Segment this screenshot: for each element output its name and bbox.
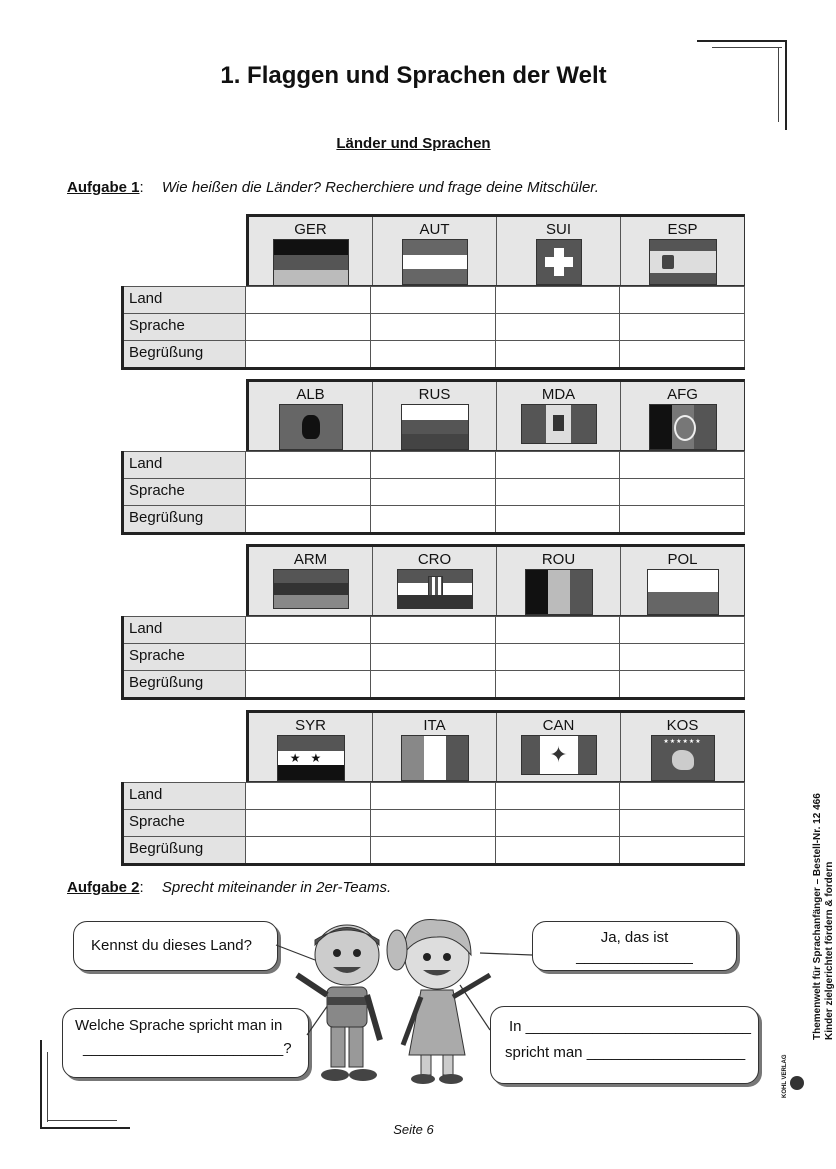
header-cell bbox=[497, 382, 621, 450]
row-label-sprache: Sprache bbox=[124, 810, 246, 836]
header-cell bbox=[621, 547, 744, 615]
country-code: AFG bbox=[667, 386, 698, 403]
country-code: SUI bbox=[545, 221, 571, 238]
flag-afghanistan-icon bbox=[649, 404, 717, 450]
task-2-label: Aufgabe 2 bbox=[67, 879, 140, 896]
corner-line bbox=[47, 1052, 48, 1122]
flag-romania-icon bbox=[525, 569, 593, 615]
answer-cell[interactable] bbox=[620, 810, 745, 836]
answer-cell[interactable] bbox=[496, 479, 621, 505]
header-cell bbox=[249, 382, 373, 450]
flag-poland-icon bbox=[647, 569, 719, 615]
answer-cell[interactable] bbox=[246, 452, 371, 478]
speech-bubble-question-1 bbox=[73, 921, 278, 971]
speech-bubble-question-2 bbox=[62, 1008, 309, 1078]
header-cell bbox=[373, 382, 497, 450]
answer-cell[interactable] bbox=[246, 783, 371, 809]
flag-canada-icon: ✦ bbox=[521, 735, 597, 775]
header-cell bbox=[621, 217, 744, 285]
answer-cell[interactable] bbox=[496, 314, 621, 340]
header-cell bbox=[621, 382, 744, 450]
flag-switzerland-icon bbox=[536, 239, 582, 285]
header-cell bbox=[249, 547, 373, 615]
answer-cell[interactable] bbox=[620, 479, 745, 505]
country-code: CRO bbox=[417, 551, 452, 568]
answer-cell[interactable] bbox=[246, 837, 371, 863]
bubble-text: Ja, das ist bbox=[600, 929, 669, 946]
answer-cell[interactable] bbox=[246, 314, 371, 340]
answer-cell[interactable] bbox=[246, 810, 371, 836]
task-1: Aufgabe 1: Wie heißen die Länder? Recherchiere und frage deine Mitschüler. bbox=[67, 179, 599, 196]
answer-cell[interactable] bbox=[371, 341, 496, 367]
answer-cell[interactable] bbox=[620, 314, 745, 340]
bubble-text: In ___________________________ bbox=[509, 1018, 751, 1035]
speech-bubble-answer-2 bbox=[490, 1006, 759, 1084]
task-2: Aufgabe 2: Sprecht miteinander in 2er-Teams. bbox=[67, 879, 392, 896]
country-code: ESP bbox=[667, 221, 698, 238]
answer-cell[interactable] bbox=[620, 617, 745, 643]
flag-table-3 bbox=[121, 544, 745, 701]
flag-table-2 bbox=[121, 379, 745, 536]
answer-cell[interactable] bbox=[246, 479, 371, 505]
country-code: POL bbox=[667, 551, 698, 568]
country-code: ITA bbox=[423, 717, 446, 734]
country-code: GER bbox=[294, 221, 327, 238]
answer-cell[interactable] bbox=[371, 837, 496, 863]
header-cell bbox=[497, 547, 621, 615]
header-cell bbox=[249, 713, 373, 781]
flag-kosovo-icon: ★★★★★★ bbox=[651, 735, 715, 781]
flag-moldova-icon bbox=[521, 404, 597, 444]
publisher-name: KOHL VERLAG bbox=[782, 1054, 788, 1098]
header-cell bbox=[373, 547, 497, 615]
corner-line bbox=[47, 1120, 117, 1121]
answer-cell[interactable] bbox=[496, 287, 621, 313]
answer-cell[interactable] bbox=[620, 287, 745, 313]
answer-cell[interactable] bbox=[246, 671, 371, 697]
publisher-logo bbox=[778, 1054, 816, 1100]
answer-cell[interactable] bbox=[371, 783, 496, 809]
answer-cell[interactable] bbox=[496, 452, 621, 478]
row-label-sprache: Sprache bbox=[124, 479, 246, 505]
corner-line bbox=[712, 47, 782, 48]
row-label-land: Land bbox=[124, 287, 246, 313]
country-code: ALB bbox=[296, 386, 325, 403]
country-code: ROU bbox=[541, 551, 576, 568]
side-text: Themenwelt für Sprachanfänger – Bestell-Nr. 12 466 bbox=[812, 793, 823, 1040]
answer-cell[interactable] bbox=[371, 644, 496, 670]
blank-line: ________________________? bbox=[83, 1040, 292, 1057]
answer-cell[interactable] bbox=[371, 506, 496, 532]
task-2-text: Sprecht miteinander in 2er-Teams. bbox=[161, 879, 392, 896]
corner-line bbox=[40, 1040, 42, 1129]
header-cell bbox=[373, 713, 497, 781]
flag-austria-icon bbox=[402, 239, 468, 285]
answer-cell[interactable] bbox=[371, 671, 496, 697]
header-cell bbox=[497, 713, 621, 781]
answer-cell[interactable] bbox=[620, 837, 745, 863]
answer-cell[interactable] bbox=[246, 617, 371, 643]
page-title: 1. Flaggen und Sprachen der Welt bbox=[220, 62, 607, 89]
answer-cell[interactable] bbox=[246, 341, 371, 367]
answer-cell[interactable] bbox=[620, 506, 745, 532]
blank-line: ______________ bbox=[576, 948, 693, 965]
section-subtitle: Länder und Sprachen bbox=[336, 135, 491, 152]
answer-cell[interactable] bbox=[246, 506, 371, 532]
answer-cell[interactable] bbox=[496, 671, 621, 697]
answer-cell[interactable] bbox=[496, 837, 621, 863]
answer-cell[interactable] bbox=[620, 341, 745, 367]
answer-cell[interactable] bbox=[371, 314, 496, 340]
answer-cell[interactable] bbox=[246, 287, 371, 313]
flag-spain-icon bbox=[649, 239, 717, 285]
flag-italy-icon bbox=[401, 735, 469, 781]
row-label-land: Land bbox=[124, 617, 246, 643]
answer-cell[interactable] bbox=[620, 783, 745, 809]
flag-syria-icon: ★★ bbox=[277, 735, 345, 781]
header-cell bbox=[373, 217, 497, 285]
row-label-begruessung: Begrüßung bbox=[124, 506, 246, 532]
country-code: ARM bbox=[293, 551, 328, 568]
answer-cell[interactable] bbox=[496, 783, 621, 809]
answer-cell[interactable] bbox=[496, 810, 621, 836]
header-cell bbox=[497, 217, 621, 285]
row-label-begruessung: Begrüßung bbox=[124, 837, 246, 863]
bubble-text: Welche Sprache spricht man in bbox=[75, 1017, 283, 1034]
answer-cell[interactable] bbox=[371, 617, 496, 643]
children-illustration bbox=[285, 915, 505, 1090]
country-code: RUS bbox=[418, 386, 451, 403]
country-code: MDA bbox=[541, 386, 576, 403]
answer-cell[interactable] bbox=[246, 644, 371, 670]
speech-bubble-answer-1 bbox=[532, 921, 737, 971]
row-label-sprache: Sprache bbox=[124, 644, 246, 670]
row-label-land: Land bbox=[124, 452, 246, 478]
answer-cell[interactable] bbox=[371, 287, 496, 313]
header-cell bbox=[621, 713, 744, 781]
row-label-sprache: Sprache bbox=[124, 314, 246, 340]
row-label-begruessung: Begrüßung bbox=[124, 341, 246, 367]
bubble-text: Kennst du dieses Land? bbox=[91, 937, 252, 954]
row-label-land: Land bbox=[124, 783, 246, 809]
flag-table-1 bbox=[121, 214, 745, 371]
bubble-text: spricht man ___________________ bbox=[505, 1044, 746, 1061]
answer-cell[interactable] bbox=[496, 617, 621, 643]
flag-russia-icon bbox=[401, 404, 469, 450]
side-text: Kinder zielgerichtet fördern & fordern bbox=[824, 861, 835, 1040]
country-code: CAN bbox=[542, 717, 575, 734]
flag-table-4 bbox=[121, 710, 745, 867]
answer-cell[interactable] bbox=[496, 506, 621, 532]
answer-cell[interactable] bbox=[371, 479, 496, 505]
country-code: AUT bbox=[419, 221, 450, 238]
answer-cell[interactable] bbox=[620, 644, 745, 670]
flag-croatia-icon bbox=[397, 569, 473, 609]
answer-cell[interactable] bbox=[496, 644, 621, 670]
side-imprint bbox=[812, 793, 836, 1040]
country-code: KOS bbox=[666, 717, 699, 734]
answer-cell[interactable] bbox=[620, 452, 745, 478]
flag-albania-icon bbox=[279, 404, 343, 450]
row-label-begruessung: Begrüßung bbox=[124, 671, 246, 697]
answer-cell[interactable] bbox=[620, 671, 745, 697]
task-1-label: Aufgabe 1 bbox=[67, 179, 140, 196]
flag-germany-icon bbox=[273, 239, 349, 286]
publisher-tree-icon bbox=[790, 1076, 804, 1090]
answer-cell[interactable] bbox=[371, 452, 496, 478]
header-cell bbox=[249, 217, 373, 285]
country-code: SYR bbox=[295, 717, 326, 734]
flag-armenia-icon bbox=[273, 569, 349, 609]
answer-cell[interactable] bbox=[371, 810, 496, 836]
corner-line bbox=[697, 40, 787, 42]
answer-cell[interactable] bbox=[496, 341, 621, 367]
page-number: Seite 6 bbox=[393, 1122, 434, 1137]
task-1-text: Wie heißen die Länder? Recherchiere und frage deine Mitschüler. bbox=[161, 179, 599, 196]
